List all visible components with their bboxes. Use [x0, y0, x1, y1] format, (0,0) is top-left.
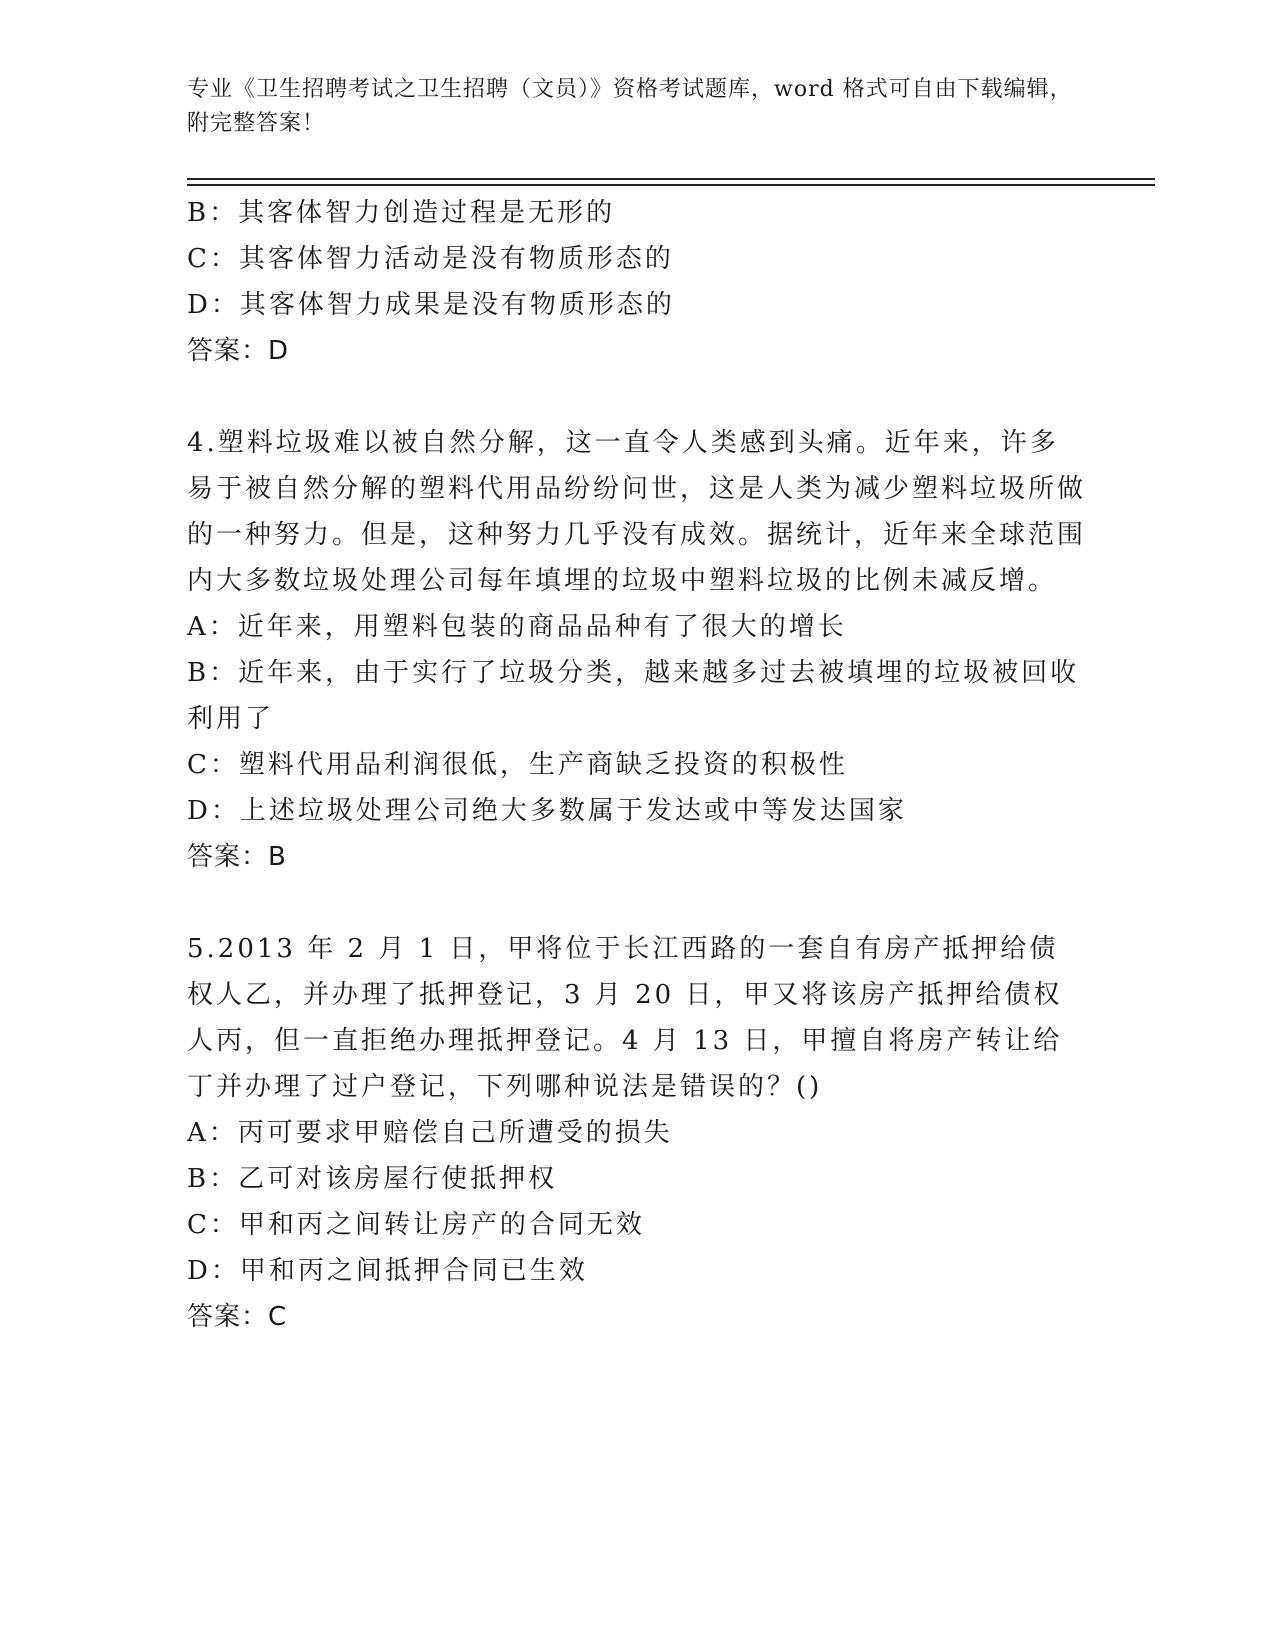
question-3-option-d: D：其客体智力成果是没有物质形态的	[187, 290, 675, 320]
spacer	[187, 880, 1087, 926]
question-5-option-c: C：甲和丙之间转让房产的合同无效	[187, 1210, 645, 1240]
question-content	[187, 190, 1087, 1340]
document-header: 专业《卫生招聘考试之卫生招聘（文员）》资格考试题库，word 格式可自由下载编辑，附完整答案！	[187, 77, 1073, 136]
question-3-answer: 答案：D	[187, 336, 290, 366]
question-5-answer: 答案：C	[187, 1302, 288, 1332]
question-3-option-b: B：其客体智力创造过程是无形的	[187, 198, 616, 228]
question-4-stem: 4.塑料垃圾难以被自然分解，这一直令人类感到头痛。近年来，许多易于被自然分解的塑料代用品纷纷问世，这是人类为减少塑料垃圾所做的一种努力。但是，这种努力几乎没有成效。据统计，近年来全球范围内大多数垃圾处理公司每年填埋的垃圾中塑料垃圾的比例未减反增。	[187, 428, 1087, 596]
question-4-option-b: B：近年来，由于实行了垃圾分类，越来越多过去被填埋的垃圾被回收利用了	[187, 658, 1080, 734]
question-4-answer: 答案：B	[187, 842, 287, 872]
question-5-stem: 5.2013 年 2 月 1 日，甲将位于长江西路的一套自有房产抵押给债权人乙，并办理了抵押登记，3 月 20 日，甲又将该房产抵押给债权人丙，但一直拒绝办理抵押登记。4 月 13 日，甲擅自将房产转让给丁并办理了过户登记，下列哪种说法是错误的？()	[187, 934, 1063, 1102]
question-4-option-c: C：塑料代用品利润很低，生产商缺乏投资的积极性	[187, 750, 848, 780]
question-4-option-a: A：近年来，用塑料包装的商品品种有了很大的增长	[187, 612, 847, 642]
question-5-block	[187, 926, 1087, 1340]
header-divider-bottom	[187, 184, 1155, 186]
question-4-option-d: D：上述垃圾处理公司绝大多数属于发达或中等发达国家	[187, 796, 907, 826]
question-5-option-b: B：乙可对该房屋行使抵押权	[187, 1164, 558, 1194]
question-5-option-d: D：甲和丙之间抵押合同已生效	[187, 1256, 588, 1286]
question-4-block	[187, 420, 1087, 880]
question-3-block	[187, 190, 1087, 374]
header-divider-top	[187, 178, 1155, 180]
question-3-option-c: C：其客体智力活动是没有物质形态的	[187, 244, 674, 274]
question-5-option-a: A：丙可要求甲赔偿自己所遭受的损失	[187, 1118, 673, 1148]
spacer	[187, 374, 1087, 420]
